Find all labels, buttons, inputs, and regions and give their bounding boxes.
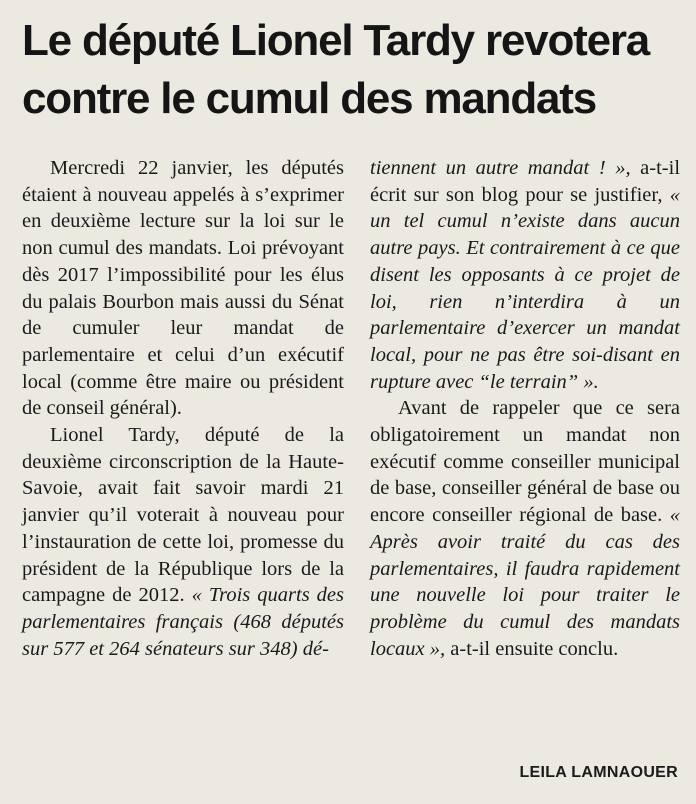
paragraph-conclusion: a-t-il ensuite conclu. <box>450 637 619 660</box>
paragraph-rappel-text: Avant de rappeler que ce sera obligatoirement un mandat non exécutif comme conseiller municipal de base, conseiller général de base ou encore conseiller régional de base. <box>370 397 680 527</box>
paragraph-intro: Mercredi 22 janvier, les députés étaient à nouveau appelés à s’exprimer en deuxième lecture sur la loi sur le non cumul des mandats. Loi prévoyant dès 2017 l’impossibilité pour les élus du palais Bourbon mais aussi du Sénat de cumuler leur mandat de parlementaire et celui d’un exécutif local (comme être maire ou président de conseil général). <box>22 157 344 420</box>
author-byline: LEILA LAMNAOUER <box>519 764 678 781</box>
paragraph-tardy-text: Lionel Tardy, député de la deuxième circonscription de la Haute-Savoie, avait fait savoir mardi 21 janvier qu’il voterait à nouveau pour l’instauration de cette loi, promesse du président de la République lors de la campagne de 2012. <box>22 424 344 607</box>
paragraph-blog-text: a-t-il écrit sur son blog pour se justifier, <box>370 157 681 206</box>
quote-apres: « Après avoir traité du cas des parlementaires, il faudra rapidement une nouvelle loi pour traiter le problème du cumul des mandats locaux », <box>370 504 680 660</box>
quote-trois-quarts: « Trois quarts des parlementaires français (468 députés sur 577 et 264 sénateurs sur 348) dé- <box>22 584 344 660</box>
quote-cumul: « un tel cumul n’existe dans aucun autre pays. Et contrairement à ce que disent les opposants à ce projet de loi, rien n’interdira à un parlementaire d’exercer un mandat local, pour ne pas être soi-disant en rupture avec “le terrain” ». <box>370 183 680 393</box>
article-column-right <box>370 155 680 662</box>
article-column-left <box>22 155 344 662</box>
quote-continuation: tiennent un autre mandat ! », <box>370 157 631 179</box>
paragraph-blog <box>370 155 680 395</box>
paragraph-tardy <box>22 422 344 662</box>
paragraph-rappel <box>370 395 680 662</box>
article-headline: Le député Lionel Tardy revotera contre le cumul des mandats <box>22 16 650 123</box>
